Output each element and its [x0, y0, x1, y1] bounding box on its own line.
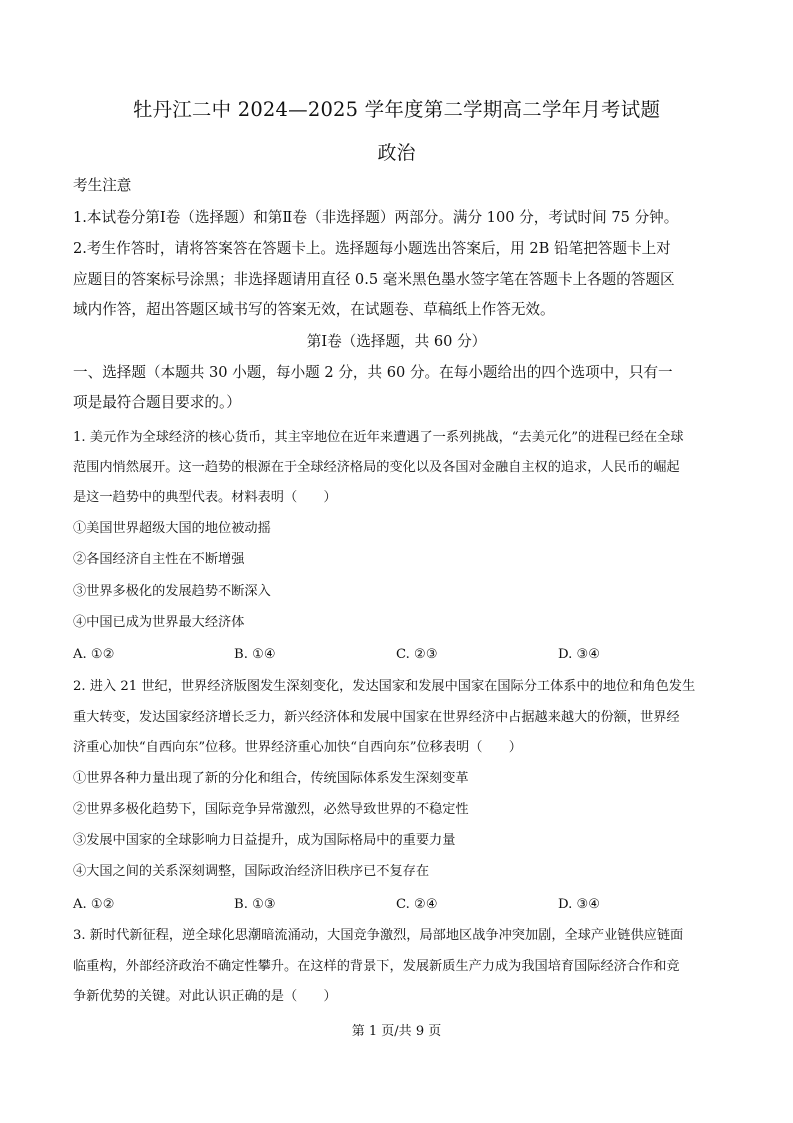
question-2-line-3: 济重心加快“自西向东”位移。世界经济重心加快“自西向东”位移表明（ ）	[73, 740, 522, 755]
question-3-line-2: 临重构，外部经济政治不确定性攀升。在这样的背景下，发展新质生产力成为我国培育国际经济合作和竞	[73, 959, 680, 974]
question-2-line-2: 重大转变，发达国家经济增长乏力，新兴经济体和发展中国家在世界经济中占据越来越大的份额，世界经	[73, 710, 680, 725]
question-1-statement-2: ②各国经济自主性在不断增强	[73, 552, 245, 567]
notice-heading: 考生注意	[73, 177, 132, 194]
question-3-line-1: 3. 新时代新征程，逆全球化思潮暗流涌动，大国竞争激烈，局部地区战争冲突加剧，全球产业链供应链面	[73, 928, 684, 943]
question-2-statement-2: ②世界多极化趋势下，国际竞争异常激烈，必然导致世界的不稳定性	[73, 802, 469, 817]
question-3-line-3: 争新优势的关键。对此认识正确的是（ ）	[73, 989, 337, 1004]
question-2-options	[73, 893, 733, 917]
question-2-option-c: C. ②④	[396, 897, 438, 912]
question-2-statement-4: ④大国之间的关系深刻调整，国际政治经济旧秩序已不复存在	[73, 864, 430, 879]
notice-item-2-line-2: 应题目的答案标号涂黑；非选择题请用直径 0.5 毫米黑色墨水签字笔在答题卡上各题的答题区	[73, 271, 675, 288]
notice-item-2-line-3: 域内作答，超出答题区域书写的答案无效，在试题卷、草稿纸上作答无效。	[73, 301, 555, 318]
question-1-option-b: B. ①④	[234, 647, 276, 662]
question-1-statement-3: ③世界多极化的发展趋势不断深入	[73, 584, 271, 599]
exam-title: 牡丹江二中 2024—2025 学年度第二学期高二学年月考试题	[132, 98, 661, 121]
notice-item-2-line-1: 2.考生作答时，请将答案答在答题卡上。选择题每小题选出答案后，用 2B 铅笔把答题卡上对	[73, 240, 671, 257]
question-2-statement-3: ③发展中国家的全球影响力日益提升，成为国际格局中的重要力量	[73, 833, 456, 848]
question-1-option-c: C. ②③	[396, 647, 438, 662]
section-instruction-line-1: 一、选择题（本题共 30 小题，每小题 2 分，共 60 分。在每小题给出的四个选项中，只有一	[73, 364, 673, 381]
section-title: 第Ⅰ卷（选择题，共 60 分）	[306, 333, 487, 350]
question-1-option-a: A. ①②	[73, 647, 115, 662]
question-2-option-b: B. ①③	[234, 897, 276, 912]
question-1-option-d: D. ③④	[558, 647, 601, 662]
question-1-options	[73, 643, 733, 667]
question-1-line-1: 1. 美元作为全球经济的核心货币，其主宰地位在近年来遭遇了一系列挑战，“去美元化”的进程已经在全球	[73, 430, 684, 445]
question-1-statement-4: ④中国已成为世界最大经济体	[73, 615, 245, 630]
question-2-statement-1: ①世界各种力量出现了新的分化和组合，传统国际体系发生深刻变革	[73, 771, 469, 786]
question-1-line-2: 范围内悄然展开。这一趋势的根源在于全球经济格局的变化以及各国对金融自主权的追求，人民币的崛起	[73, 460, 680, 475]
question-2-option-d: D. ③④	[558, 897, 601, 912]
question-1-statement-1: ①美国世界超级大国的地位被动摇	[73, 521, 271, 536]
page-number: 第 1 页/共 9 页	[351, 1024, 442, 1039]
exam-subject: 政治	[377, 142, 416, 164]
question-2-option-a: A. ①②	[73, 897, 115, 912]
question-1-line-3: 是这一趋势中的典型代表。材料表明（ ）	[73, 490, 337, 505]
section-instruction-line-2: 项是最符合题目要求的。）	[73, 394, 241, 411]
notice-item-1: 1.本试卷分第Ⅰ卷（选择题）和第Ⅱ卷（非选择题）两部分。满分 100 分，考试时间 75 分钟。	[73, 209, 679, 226]
question-2-line-1: 2. 进入 21 世纪，世界经济版图发生深刻变化，发达国家和发展中国家在国际分工体系中的地位和角色发生	[73, 679, 696, 694]
